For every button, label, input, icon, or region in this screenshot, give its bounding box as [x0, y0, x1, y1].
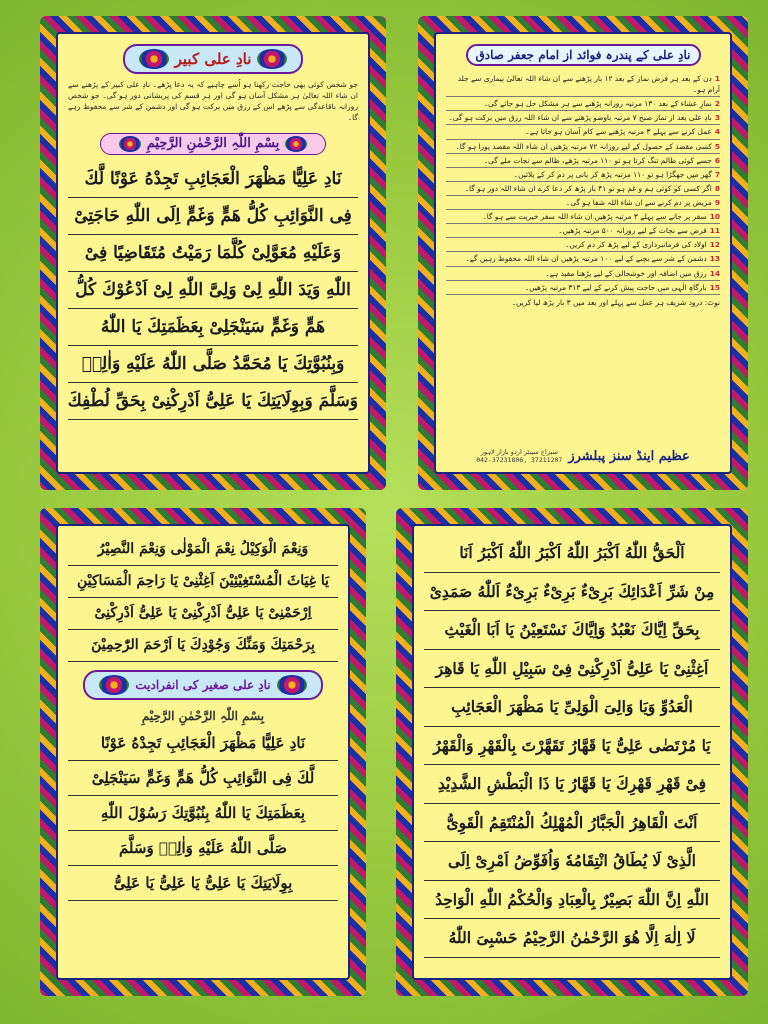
benefit-number: 1 — [714, 74, 720, 83]
dua-line: صَلَّی اللّٰهُ عَلَیْهِ وَاٰلِهٖ وَسَلَّمَ — [68, 831, 338, 866]
dua-line: لَا اِلٰهَ اِلَّا هُوَ الرَّحْمٰنُ الرَّحِیْمُ حَسْبِیَ اللّٰهُ — [424, 919, 720, 958]
panel-title: نادِ علی کے پندرہ فوائد از امام جعفر صادق — [475, 48, 691, 62]
benefit-text: بارگاہِ الٰہی میں حاجت پیش کرنے کے لیے ۳۱۳ مرتبہ پڑھیں۔ — [524, 282, 707, 292]
ornament-icon — [277, 675, 307, 695]
panel-title: نادِ علی صغیر کی انفرادیت — [135, 678, 271, 692]
dua-line: الَّذِیْ لَا یُطَاقُ انْتِقَامُهٗ وَاُفَوِّضُ اَمْرِیْ اِلَی — [424, 842, 720, 881]
title-banner — [466, 44, 701, 66]
benefit-text: مریض پر دم کرنے سے ان شاء اللہ شفا ہو گی۔ — [565, 197, 712, 207]
dua-line: الْعَدُوِّ وَیَا وَالِیَ الْوَلِیِّ یَا مَظْهَرَ الْعَجَائِبِ — [424, 688, 720, 727]
benefit-number: 3 — [714, 113, 720, 123]
dua-line: وَعَلَیْهِ مُعَوَّلِیْ كُلَّمَا رَمَیْتُ مُتَقَاضِیًا فِیْ — [68, 235, 358, 272]
dua-line: وَنِعْمَ الْوَكِیْلُ نِعْمَ الْمَوْلٰی وَنِعْمَ النَّصِیْرُ — [68, 534, 338, 566]
benefit-item — [446, 196, 720, 210]
benefit-item — [446, 210, 720, 224]
title-banner — [123, 44, 304, 74]
benefit-text: دشمن کے شر سے بچنے کے لیے ۱۰۰ مرتبہ پڑھیں ان شاء اللہ محفوظ رہیں گے۔ — [465, 254, 707, 264]
benefit-item — [446, 182, 720, 196]
dua-line: بِرَحْمَتِكَ وَمَنِّكَ وَجُوْدِكَ یَا اَرْحَمَ الرّٰحِمِیْنَ — [68, 630, 338, 662]
benefit-text: گھر میں جھگڑا ہو تو ۱۱۰ مرتبہ پڑھ کر پانی پر دم کر کے پلائیں۔ — [513, 169, 712, 179]
panel-nad-e-ali-kabeer — [40, 16, 386, 490]
panel-content — [56, 524, 350, 980]
publisher-phone: 042-37231806, 37211207 — [476, 456, 563, 464]
ornament-icon — [139, 49, 169, 69]
benefit-item — [446, 168, 720, 182]
benefit-number: 9 — [714, 197, 720, 207]
dua-line: فِی النَّوَائِبِ كُلُّ هَمٍّ وَغَمٍّ اِلَی اللّٰهِ حَاجَتِیْ — [68, 198, 358, 235]
publisher-address: سیراج سینٹر اردو بازار لاہور — [480, 448, 558, 456]
dua-line: بِوِلَایَتِكَ یَا عَلِیُّ یَا عَلِیُّ یَا عَلِیُّ — [68, 866, 338, 901]
dua-line: بِحَقِّ اِیَّاكَ نَعْبُدُ وَاِیَّاكَ نَسْتَعِیْنُ یَا اَبَا الْغَیْثِ — [424, 611, 720, 650]
dua-line: یَا غِیَاثَ الْمُسْتَغِیْثِیْنَ اَغِثْنِیْ یَا رَاحِمَ الْمَسَاكِیْنِ — [68, 566, 338, 598]
panel-nad-e-ali-sagheer — [40, 508, 366, 996]
benefit-item — [446, 140, 720, 154]
title-banner — [83, 670, 322, 700]
benefit-item — [446, 267, 720, 281]
benefit-number: 6 — [714, 155, 720, 165]
dua-line: اللّٰهِ وَیَدَ اللّٰهِ لِیْ وَلِیَّ اللّٰهِ لِیْ اَدْعُوْكَ كُلُّ — [68, 272, 358, 309]
benefit-text: اگر کسی کو کوئی ہم و غم ہو تو ۴۱ بار پڑھ کر دعا کرے ان شاء اللہ دور ہو گا۔ — [464, 183, 712, 193]
benefit-text: کسی مقصد کے حصول کے لیے روزانہ ۷۲ مرتبہ پڑھیں ان شاء اللہ مقصد پورا ہو گا۔ — [455, 141, 712, 151]
dua-line: یَا مُرْتَضٰی عَلِیُّ یَا قَهَّارُ تَقَهَّرْتَ بِالْقَهْرِ وَالْقَهْرُ — [424, 727, 720, 766]
panel-dua-continuation — [396, 508, 748, 996]
dua-line: فِیْ قَهْرِ قَهْرِكَ یَا قَهَّارُ یَا ذَا الْبَطْشِ الشَّدِیْدِ — [424, 765, 720, 804]
benefit-text: اولاد کی فرمانبرداری کے لیے پڑھ کر دم کریں۔ — [565, 240, 707, 250]
benefit-item — [446, 154, 720, 168]
benefit-item — [446, 97, 720, 111]
publisher-block — [446, 448, 720, 464]
bismillah-text: بِسْمِ اللّٰہِ الرَّحْمٰنِ الرَّحِیْمِ — [141, 709, 265, 723]
benefit-text: نادِ علی بعد از نماز صبح ۷ مرتبہ باوضو پڑھنے سے ان شاء اللہ رزق میں برکت ہو گی۔ — [448, 113, 712, 123]
bismillah-text: بِسْمِ اللّٰہِ الرَّحْمٰنِ الرَّحِیْمِ — [146, 136, 280, 151]
benefit-number: 12 — [709, 240, 720, 250]
benefit-item — [446, 125, 720, 139]
benefit-item — [446, 72, 720, 97]
benefit-number: 5 — [714, 141, 720, 151]
benefit-item — [446, 252, 720, 266]
dua-line: مِنْ شَرِّ اَعْدَائِكَ بَرِیْءٌ بَرِیْءٌ بَرِیْءٌ اَللّٰهُ صَمَدِیْ — [424, 573, 720, 612]
bismillah-banner — [100, 133, 327, 155]
benefit-number: 4 — [714, 127, 720, 137]
ornament-icon — [99, 675, 129, 695]
benefit-text: رزق میں اضافہ اور خوشحالی کے لیے پڑھنا مفید ہے۔ — [545, 268, 707, 278]
dua-line: اِرْحَمْنِیْ یَا عَلِیُّ اَدْرِكْنِیْ یَا عَلِیُّ اَدْرِكْنِیْ — [68, 598, 338, 630]
publisher-name: عظیم اینڈ سنز پبلشرز — [568, 448, 690, 464]
intro-paragraph: جو شخص کوئی بھی حاجت رکھتا ہو اُسے چاہیے کہ یہ دعا پڑھے۔ نادِ علی کبیر کے پڑھنے سے ان شاء اللہ تعالیٰ ہر مشکل آسان ہو گی اور ہر قسم کی پریشانی دور ہو گی۔ جو شخص روزانہ باقاعدگی سے پڑھے اس کے رزق میں برکت ہو گی اور دشمن کے شر سے محفوظ رہے گا۔ — [68, 80, 358, 122]
benefit-text: سفر پر جانے سے پہلے ۳ مرتبہ پڑھیں ان شاء اللہ سفر خیریت سے ہو گا۔ — [482, 212, 707, 222]
panel-title: نادِ علی کبیر — [174, 50, 252, 68]
benefit-text: عمل کرنے سے پہلے ۳ مرتبہ پڑھنے سے کام آسان ہو جاتا ہے۔ — [525, 127, 712, 137]
benefit-number: 14 — [709, 268, 720, 278]
ornament-icon — [119, 136, 141, 152]
dua-line: اَغِثْنِیْ یَا عَلِیُّ اَدْرِكْنِیْ فِیْ سَبِیْلِ اللّٰهِ یَا قَاهِرَ — [424, 650, 720, 689]
panel-content — [412, 524, 732, 980]
note-text: نوٹ: درود شریف ہر عمل سے پہلے اور بعد میں ۳ بار پڑھ لیا کریں۔ — [511, 297, 720, 307]
benefit-item — [446, 224, 720, 238]
benefit-item — [446, 238, 720, 252]
ornament-icon — [285, 136, 307, 152]
dua-line: وَسَلَّمَ وَبِوِلَایَتِكَ یَا عَلِیُّ اَدْرِكْنِیْ بِحَقِّ لُطْفِكَ — [68, 383, 358, 420]
benefit-text: قرض سے نجات کے لیے روزانہ ۵۰۰ مرتبہ پڑھیں۔ — [558, 226, 707, 236]
dua-line: اَلْحَقُّ اللّٰهُ اَكْبَرُ اللّٰهُ اَكْبَرُ اللّٰهُ اَكْبَرُ اَنَا — [424, 534, 720, 573]
dua-line: اَنْتَ الْقَاهِرُ الْجَبَّارُ الْمُهْلِكُ الْمُنْتَقِمُ الْقَوِیُّ — [424, 804, 720, 843]
benefit-number: 10 — [709, 212, 720, 222]
dua-line: هَمٍّ وَغَمٍّ سَیَنْجَلِیْ بِعَظَمَتِكَ یَا اللّٰهُ — [68, 309, 358, 346]
benefit-number: 15 — [709, 282, 720, 292]
benefit-item — [446, 281, 720, 295]
benefit-number: 11 — [709, 226, 720, 236]
benefit-text: دن کے بعد ہر فرض نماز کے بعد ۱۲ بار پڑھنے سے ان شاء اللہ تعالیٰ بیماری سے جلد آرام ہو۔ — [457, 74, 720, 95]
panel-content — [434, 32, 732, 474]
benefit-number: 13 — [709, 254, 720, 264]
benefit-text: جسے کوئی ظالم تنگ کرتا ہو تو ۱۱۰ مرتبہ پڑھے، ظالم سے نجات ملے گی۔ — [483, 155, 712, 165]
benefit-number: 8 — [714, 183, 720, 193]
dua-line: نَادِ عَلِیًّا مَظْهَرَ الْعَجَائِبِ تَجِدْهُ عَوْنًا لَّكَ — [68, 161, 358, 198]
panel-fifteen-benefits — [418, 16, 748, 490]
dua-line: بِعَظَمَتِكَ یَا اللّٰهُ بِنُبُوَّتِكَ رَسُوْلَ اللّٰهِ — [68, 796, 338, 831]
dua-line: اللّٰهِ اِنَّ اللّٰهَ بَصِیْرٌ بِالْعِبَادِ وَالْحُكْمُ اللّٰهِ الْوَاحِدُ — [424, 881, 720, 920]
dua-line: نَادِ عَلِیًّا مَظْهَرَ الْعَجَائِبِ تَجِدْهُ عَوْنًا — [68, 726, 338, 761]
benefit-text: نمازِ عشاء کے بعد ۱۳۰ مرتبہ روزانہ پڑھنے سے ہر مشکل حل ہو جائے گی۔ — [483, 99, 712, 109]
ornament-icon — [257, 49, 287, 69]
panel-content — [56, 32, 370, 474]
dua-line: وَبِنُبُوَّتِكَ یَا مُحَمَّدُ صَلَّی اللّٰهُ عَلَیْهِ وَاٰلِهٖ — [68, 346, 358, 383]
benefit-number: 7 — [714, 169, 720, 179]
benefit-number: 2 — [714, 99, 720, 109]
benefit-item — [446, 111, 720, 125]
dua-line: لَّكَ فِی النَّوَائِبِ كُلُّ هَمٍّ وَغَمٍّ سَیَنْجَلِیْ — [68, 761, 338, 796]
